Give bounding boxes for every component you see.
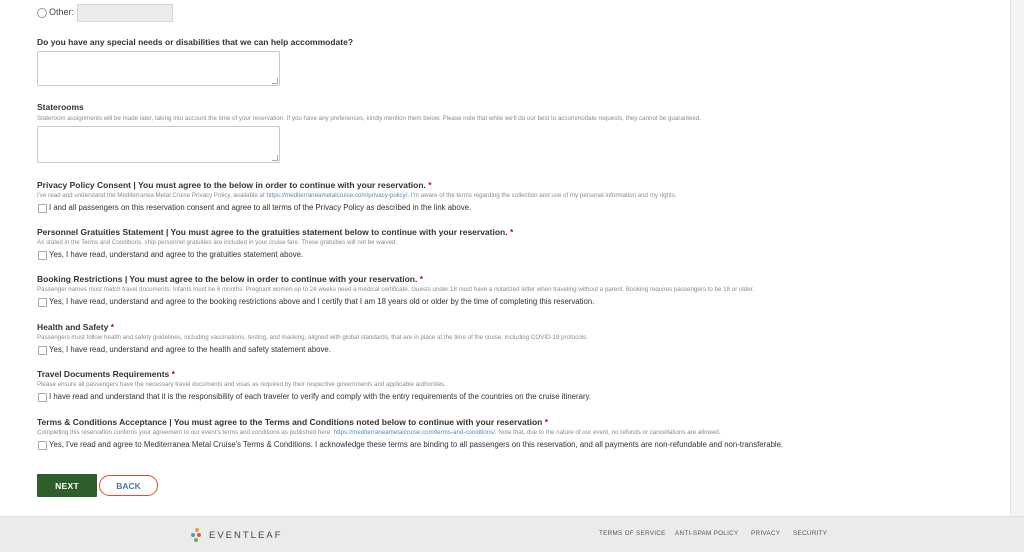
gratuities-label: Yes, I have read, understand and agree to the gratuities statement above. [49,250,304,259]
special-needs-textarea[interactable] [37,51,280,86]
booking-restrictions-help: Passenger names must match travel documents. Infants must be 6 months. Pregnant women up to 24 weeks need a medical certificate. Guests under 18 must have a notarized letter when traveling without a parent. Booking requires passengers to be 18 or older. [37,286,755,293]
gratuities-checkbox[interactable] [38,251,47,260]
eventleaf-logo[interactable] [191,528,282,542]
footer-link-anti-spam[interactable]: ANTI-SPAM POLICY [675,530,739,537]
eventleaf-leaf-icon [191,528,203,542]
privacy-title: Privacy Policy Consent | You must agree to the below in order to continue with your reservation. * [37,180,432,190]
health-safety-title: Health and Safety * [37,322,115,332]
booking-restrictions-checkbox[interactable] [38,298,47,307]
back-button[interactable]: BACK [99,475,158,496]
required-marker: * [419,274,424,284]
privacy-consent-label: I and all passengers on this reservation consent and agree to all terms of the Privacy Policy as described in the link above. [49,203,472,212]
privacy-help: I've read and understand the Mediterranea Metal Cruise Privacy Policy, available at https://mediterraneametalcruise.com/privacy-policy/. I'm aware of the terms regarding the collection and use of my personal information and my rights. [37,192,677,199]
footer [0,516,1024,552]
other-radio[interactable] [37,8,47,18]
travel-documents-label: I have read and understand that it is the responsibility of each traveler to verify and comply with the entry requirements of the countries on the cruise itinerary. [49,392,592,401]
required-marker: * [428,180,432,190]
gratuities-help: As stated in the Terms and Conditions, ship personnel gratuities are included in your cruise fare. These gratuities will not be waived. [37,239,398,246]
special-needs-label: Do you have any special needs or disabilities that we can help accommodate? [37,37,354,47]
booking-restrictions-title: Booking Restrictions | You must agree to the below in order to continue with your reservation. * [37,274,424,284]
resize-grip-icon[interactable] [272,78,278,84]
eventleaf-wordmark: EVENTLEAF [209,529,283,541]
other-label: Other: [49,7,75,17]
terms-link[interactable]: https://mediterraneametalcruise.com/terms-and-conditions/ [333,429,495,436]
booking-restrictions-label: Yes, I have read, understand and agree to the booking restrictions above and I certify that I am 18 years old or older by the time of completing this reservation. [49,297,595,306]
staterooms-help: Stateroom assignments will be made later, taking into account the time of your reservation. If you have any preferences, kindly mention them below. Please note that while we'll do our best to accommodate requests, they cannot be guaranteed. [37,115,701,122]
terms-help: Completing this reservation confirms your agreement to our event's terms and conditions as published here: https://mediterraneametalcruise.com/terms-and-conditions/. Note that, due to the nature of our event, no refunds or cancellations are allowed. [37,429,721,436]
travel-documents-title: Travel Documents Requirements * [37,369,175,379]
travel-documents-checkbox[interactable] [38,393,47,402]
required-marker: * [544,417,549,427]
terms-title: Terms & Conditions Acceptance | You must agree to the Terms and Conditions noted below to continue with your reservation * [37,417,549,427]
staterooms-label: Staterooms [37,102,84,112]
privacy-policy-link[interactable]: https://mediterraneametalcruise.com/privacy-policy/ [266,192,408,199]
scrollbar-track[interactable] [1010,0,1024,516]
footer-link-security[interactable]: SECURITY [793,530,828,537]
resize-grip-icon[interactable] [272,155,278,161]
required-marker: * [110,322,115,332]
gratuities-title: Personnel Gratuities Statement | You must agree to the gratuities statement below to continue with your reservation. * [37,227,514,237]
travel-documents-help: Please ensure all passengers have the necessary travel documents and visas as required by their respective governments and applicable authorities. [37,381,446,388]
footer-link-terms[interactable]: TERMS OF SERVICE [599,530,666,537]
next-button[interactable]: NEXT [37,474,97,497]
other-text-input[interactable] [77,4,173,22]
required-marker: * [171,369,175,379]
terms-label: Yes, I've read and agree to Mediterranea Metal Cruise's Terms & Conditions. I acknowledge these terms are binding to all passengers on this reservation, and all payments are non-refundable and non-transferable. [49,440,784,449]
health-safety-label: Yes, I have read, understand and agree to the health and safety statement above. [49,345,331,354]
privacy-consent-checkbox[interactable] [38,204,47,213]
health-safety-help: Passengers must follow health and safety guidelines, including vaccinations, testing, and masking, aligned with global standards, that are in place at the time of the cruise, including COVID-19 protocols. [37,334,588,341]
staterooms-textarea[interactable] [37,126,280,163]
required-marker: * [509,227,514,237]
footer-link-privacy[interactable]: PRIVACY [751,530,781,537]
terms-checkbox[interactable] [38,441,47,450]
health-safety-checkbox[interactable] [38,346,47,355]
